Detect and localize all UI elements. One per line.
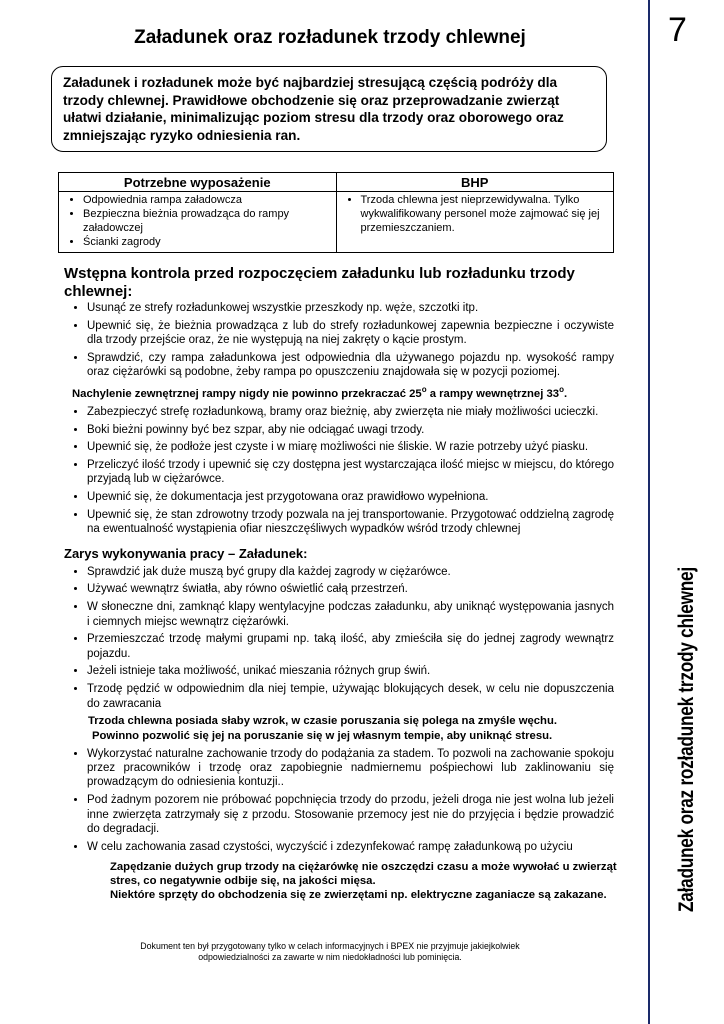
degree-sup: o	[421, 384, 427, 394]
list-item: • Bezpieczna bieżnia prowadząca do rampy załadowczej	[83, 207, 332, 235]
disclaimer-footer	[60, 941, 600, 963]
equipment-cell	[59, 192, 337, 253]
intro-box: Załadunek i rozładunek może być najbardziej stresującą częścią podróży dla trzody chlewnej. Prawidłowe obchodzenie się oraz przeprowadzanie zwierząt ułatwi działanie, minimalizując poziom stresu dla trzody oraz oborowego oraz zmniejszając ryzyko odniesienia ran.	[51, 66, 607, 152]
loading-list-b	[64, 747, 614, 854]
section-heading-precheck: Wstępna kontrola przed rozpoczęciem załadunku lub rozładunku trzody chlewnej:	[64, 265, 575, 300]
page-number: 7	[668, 11, 687, 49]
list-item: • Używać wewnątrz światła, aby równo oświetlić całą przestrzeń.	[87, 582, 614, 596]
list-item: • Ścianki zagrody	[83, 235, 332, 249]
list-item: • Odpowiednia rampa załadowcza	[83, 193, 332, 207]
list-item: • Trzoda chlewna jest nieprzewidywalna. Tylko wykwalifikowany personel może zajmować się jej przemieszczaniem.	[361, 193, 610, 235]
list-item: • Sprawdzić, czy rampa załadunkowa jest odpowiednia dla używanego pojazdu np. wysokość rampy oraz ciężarówki są podobne, żeby rampa po opuszczeniu znajdowała się w pozycji poziomej.	[87, 351, 614, 380]
list-item: • Pod żadnym pozorem nie próbować popchnięcia trzody do przodu, jeżeli droga nie jest wolna lub jeżeli inne zwierzęta zatrzymały się z przodu. Stosowanie przemocy jest nie do przyjęcia i będzie prowadzić do degradacji.	[87, 793, 614, 836]
section-heading-loading: Zarys wykonywania pracy – Załadunek:	[64, 545, 308, 561]
list-item: • Upewnić się, że bieżnia prowadząca z lub do strefy rozładunkowej zapewnia bezpieczne i oczywiste dla trzody przejście oraz, że nie występują na niej zakręty o kącie prostym.	[87, 319, 614, 348]
list-item: • Wykorzystać naturalne zachowanie trzody do podążania za stadem. To pozwoli na zachowanie spokoju przez pracowników i trzodę oraz zapobiegnie nadmiernemu pośpiechowi lub zaklinowaniu się prowadzącym do odniesienia kontuzji..	[87, 747, 614, 790]
final-warning	[110, 860, 617, 902]
list-item: • W słoneczne dni, zamknąć klapy wentylacyjne podczas załadunku, aby uniknąć występowania jasnych i ciemnych miejsc wewnątrz ciężarówki.	[87, 600, 614, 629]
margin-rule	[648, 0, 650, 1024]
warning-line: Powinno pozwolić się jej na poruszanie się w jej własnym tempie, aby uniknąć stresu.	[92, 729, 553, 742]
safety-header: BHP	[336, 173, 614, 192]
list-item: • Sprawdzić jak duże muszą być grupy dla każdej zagrody w ciężarówce.	[87, 565, 614, 579]
precheck-list-b	[64, 405, 614, 537]
loading-list-a	[64, 565, 614, 711]
list-item: • Przemieszczać trzodę małymi grupami np. taką ilość, aby zmieściła się do jednej zagrody wewnątrz pojazdu.	[87, 632, 614, 661]
footer-line: odpowiedzialności za zawarte w nim niedokładności lub pominięcia.	[198, 952, 462, 962]
list-item: • Zabezpieczyć strefę rozładunkową, bramy oraz bieżnię, aby zwierzęta nie miały możliwości ucieczki.	[87, 405, 614, 419]
list-item: • Przeliczyć ilość trzody i upewnić się czy dostępna jest wystarczająca ilość miejsc w miejscu, do którego przyjadą lub w ciężarówce.	[87, 458, 614, 487]
eyesight-warning	[88, 714, 614, 743]
side-title-text: Załadunek oraz rozładunek trzody chlewnej	[675, 567, 698, 912]
note-text: a rampy wewnętrznej 33	[426, 387, 560, 400]
list-item: • Jeżeli istnieje taka możliwość, unikać mieszania różnych grup świń.	[87, 664, 614, 678]
equipment-header: Potrzebne wyposażenie	[59, 173, 337, 192]
note-text: Nachylenie zewnętrznej rampy nigdy nie powinno przekraczać 25	[72, 387, 422, 400]
list-item: • Boki bieżni powinny być bez szpar, aby nie odciągać uwagi trzody.	[87, 423, 614, 437]
side-title	[675, 491, 699, 912]
page-title: Załadunek oraz rozładunek trzody chlewnej	[134, 27, 526, 48]
note-text: .	[563, 387, 568, 400]
final-line: Zapędzanie dużych grup trzody na ciężarówkę nie oszczędzi czasu a może wywołać u zwierząt	[110, 860, 617, 873]
ramp-slope-note	[72, 383, 614, 401]
degree-sup: o	[559, 384, 564, 394]
list-item: • Upewnić się, że stan zdrowotny trzody pozwala na jej transportowanie. Przygotować oddzielną zagrodę na ewentualność wystąpienia ofiar nieszczęśliwych wypadków wśród trzody chlewnej	[87, 508, 614, 537]
list-item: • Upewnić się, że podłoże jest czyste i w miarę możliwości nie śliskie. W razie potrzeby użyć piasku.	[87, 440, 614, 454]
list-item: • W celu zachowania zasad czystości, wyczyścić i zdezynfekować rampę załadunkową po użyciu	[87, 840, 614, 854]
final-line: stres, co negatywnie odbije się, na jakości mięsa.	[110, 874, 376, 887]
safety-cell	[336, 192, 614, 253]
precheck-list-a	[64, 301, 614, 379]
main-content	[64, 265, 617, 902]
footer-line: Dokument ten był przygotowany tylko w celach informacyjnych i BPEX nie przyjmuje jakiejkolwiek	[140, 941, 520, 951]
warning-line: Trzoda chlewna posiada słaby wzrok, w czasie poruszania się polega na zmyśle węchu.	[88, 715, 557, 728]
list-item: • Upewnić się, że dokumentacja jest przygotowana oraz prawidłowo wypełniona.	[87, 490, 614, 504]
final-line: Niektóre sprzęty do obchodzenia się ze zwierzętami np. elektryczne zaganiacze są zakazane.	[110, 888, 607, 901]
list-item: • Trzodę pędzić w odpowiednim dla niej tempie, używając blokujących desek, w celu nie dopuszczenia do zawracania	[87, 682, 614, 711]
list-item: • Usunąć ze strefy rozładunkowej wszystkie przeszkody np. węże, szczotki itp.	[87, 301, 614, 315]
equipment-safety-table	[58, 172, 614, 253]
